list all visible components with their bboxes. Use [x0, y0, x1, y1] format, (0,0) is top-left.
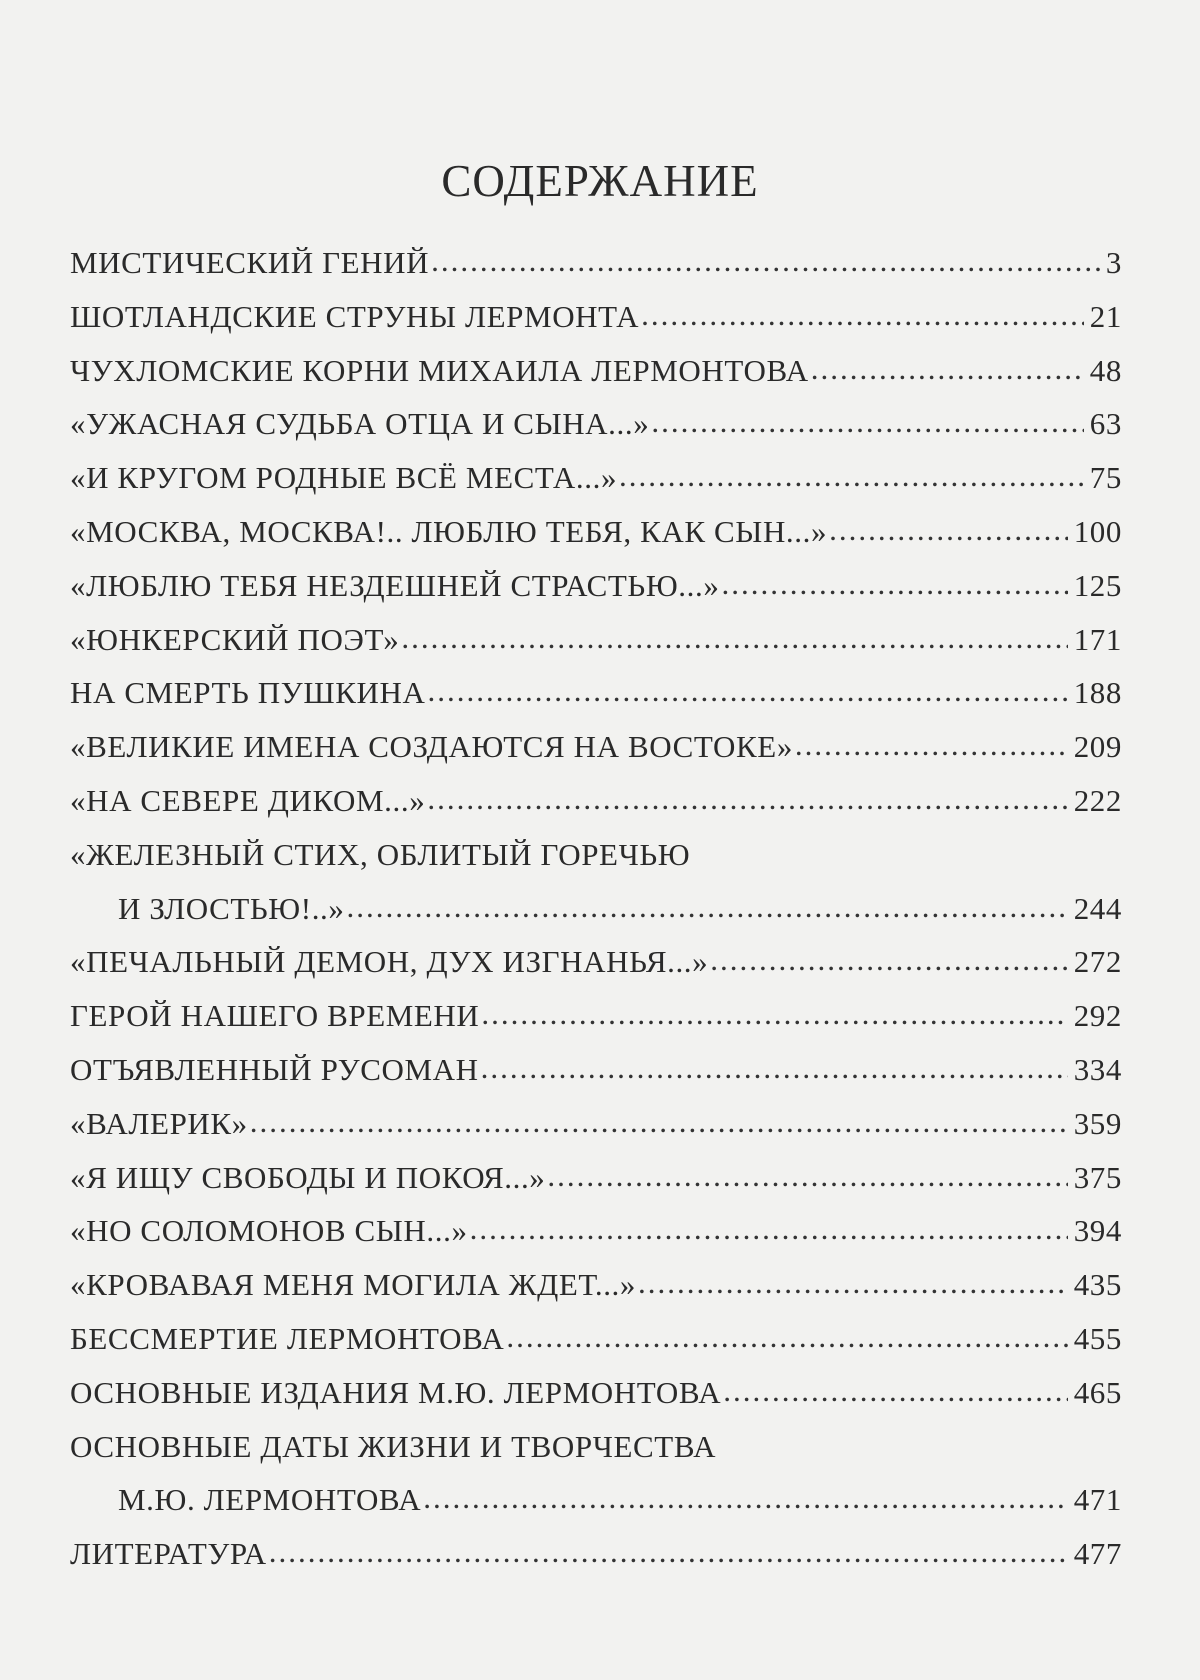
toc-entry: [70, 1527, 1122, 1581]
toc-entry-title: «МОСКВА, МОСКВА!.. ЛЮБЛЮ ТЕБЯ, КАК СЫН...»: [70, 513, 828, 549]
toc-entry-title: ШОТЛАНДСКИЕ СТРУНЫ ЛЕРМОНТА: [70, 298, 640, 334]
toc-page-number: 188: [1073, 675, 1122, 711]
toc-entry-title: «ЖЕЛЕЗНЫЙ СТИХ, ОБЛИТЫЙ ГОРЕЧЬЮ: [70, 836, 691, 872]
dot-leader: [721, 557, 1067, 611]
toc-page-number: 209: [1073, 729, 1122, 765]
toc-entry: [70, 720, 1122, 774]
toc-entry-title: «Я ИЩУ СВОБОДЫ И ПОКОЯ...»: [70, 1159, 546, 1195]
toc-page-number: 334: [1073, 1051, 1122, 1087]
toc-entry: [70, 505, 1122, 559]
dot-leader: [427, 772, 1067, 826]
toc-entry-title: МИСТИЧЕСКИЙ ГЕНИЙ: [70, 245, 430, 280]
dot-leader: [470, 1202, 1068, 1256]
toc-entry: [70, 559, 1122, 613]
toc-page-number: 3: [1105, 245, 1122, 280]
toc-entry-title: БЕССМЕРТИЕ ЛЕРМОНТОВА: [70, 1320, 505, 1356]
toc-entry: [70, 1204, 1122, 1258]
toc-entry: [70, 774, 1122, 828]
toc-page-number: 100: [1073, 513, 1122, 549]
toc-page-number: 477: [1073, 1536, 1122, 1572]
toc-entry-title: ОСНОВНЫЕ ДАТЫ ЖИЗНИ И ТВОРЧЕСТВА: [70, 1428, 717, 1464]
toc-entry-title: ОСНОВНЫЕ ИЗДАНИЯ М.Ю. ЛЕРМОНТОВА: [70, 1374, 722, 1410]
toc-entry: [70, 613, 1122, 667]
toc-page-number: 272: [1073, 944, 1122, 980]
toc-entry: [70, 1258, 1122, 1312]
toc-entry-continuation: [70, 1473, 1122, 1527]
toc-entry-title: ЧУХЛОМСКИЕ КОРНИ МИХАИЛА ЛЕРМОНТОВА: [70, 352, 809, 388]
toc-page-number: 21: [1089, 298, 1122, 334]
toc-entry-title: ОТЪЯВЛЕННЫЙ РУСОМАН: [70, 1051, 479, 1087]
toc-entry-title: «И КРУГОМ РОДНЫЕ ВСЁ МЕСТА...»: [70, 460, 618, 496]
toc-entry: [70, 1366, 1122, 1420]
dot-leader: [423, 1471, 1067, 1525]
toc-entry-title: «ЛЮБЛЮ ТЕБЯ НЕЗДЕШНЕЙ СТРАСТЬЮ...»: [70, 567, 720, 603]
dot-leader: [651, 395, 1083, 449]
toc-entry-title: «НО СОЛОМОНОВ СЫН...»: [70, 1213, 468, 1249]
toc-entry: [70, 451, 1122, 505]
dot-leader: [427, 664, 1067, 718]
toc-entry-title: «ВЕЛИКИЕ ИМЕНА СОЗДАЮТСЯ НА ВОСТОКЕ»: [70, 729, 793, 765]
dot-leader: [723, 1364, 1067, 1418]
toc-page-number: 244: [1073, 890, 1122, 926]
toc-entry-title: «ПЕЧАЛЬНЫЙ ДЕМОН, ДУХ ИЗГНАНЬЯ...»: [70, 944, 709, 980]
toc-entry-continuation: [70, 882, 1122, 936]
page-title: СОДЕРЖАНИЕ: [441, 156, 759, 206]
toc-entry: [70, 828, 1122, 936]
toc-page-number: 375: [1073, 1159, 1122, 1195]
toc-entry-title: ЛИТЕРАТУРА: [70, 1536, 267, 1572]
toc-entry: [70, 397, 1122, 451]
toc-entry: [70, 989, 1122, 1043]
toc-page-number: 394: [1073, 1213, 1122, 1249]
dot-leader: [811, 342, 1084, 396]
toc-page-number: 171: [1073, 621, 1122, 657]
dot-leader: [481, 1041, 1068, 1095]
toc-entry-title: «ВАЛЕРИК»: [70, 1105, 248, 1141]
dot-leader: [401, 611, 1067, 665]
dot-leader: [506, 1310, 1067, 1364]
toc-entry: [70, 666, 1122, 720]
toc-page-number: 75: [1089, 460, 1122, 496]
toc-entry-title: «УЖАСНАЯ СУДЬБА ОТЦА И СЫНА...»: [70, 406, 650, 442]
toc-page-number: 292: [1073, 998, 1122, 1034]
dot-leader: [250, 1095, 1068, 1149]
toc-entry-title: М.Ю. ЛЕРМОНТОВА: [118, 1482, 422, 1518]
table-of-contents: [70, 236, 1122, 1581]
toc-page-number: 471: [1073, 1482, 1122, 1518]
toc-entry: [70, 290, 1122, 344]
toc-page-number: 222: [1073, 782, 1122, 818]
toc-entry-title: «НА СЕВЕРЕ ДИКОМ...»: [70, 782, 426, 818]
dot-leader: [710, 933, 1067, 987]
toc-entry: [70, 1097, 1122, 1151]
dot-leader: [641, 288, 1084, 342]
toc-entry-title: «КРОВАВАЯ МЕНЯ МОГИЛА ЖДЕТ...»: [70, 1267, 637, 1303]
toc-page-number: 465: [1073, 1374, 1122, 1410]
dot-leader: [619, 449, 1084, 503]
toc-page-number: 359: [1073, 1105, 1122, 1141]
toc-entry: [70, 1151, 1122, 1205]
toc-page-number: 63: [1089, 406, 1122, 442]
dot-leader: [481, 987, 1067, 1041]
toc-entry: [70, 1420, 1122, 1528]
dot-leader: [431, 234, 1100, 288]
toc-entry: [70, 935, 1122, 989]
dot-leader: [638, 1256, 1068, 1310]
toc-entry: [70, 236, 1122, 290]
toc-entry: [70, 1043, 1122, 1097]
toc-page-number: 125: [1073, 567, 1122, 603]
toc-page-number: 435: [1073, 1267, 1122, 1303]
toc-entry-title: ГЕРОЙ НАШЕГО ВРЕМЕНИ: [70, 998, 480, 1034]
toc-entry-title: «ЮНКЕРСКИЙ ПОЭТ»: [70, 621, 400, 657]
dot-leader: [269, 1525, 1068, 1579]
toc-entry: [70, 344, 1122, 398]
dot-leader: [547, 1149, 1067, 1203]
dot-leader: [347, 880, 1068, 934]
toc-entry: [70, 1312, 1122, 1366]
dot-leader: [795, 718, 1068, 772]
toc-entry-title: НА СМЕРТЬ ПУШКИНА: [70, 675, 426, 711]
toc-entry-title: И ЗЛОСТЬЮ!..»: [118, 890, 345, 926]
toc-page-number: 455: [1073, 1320, 1122, 1356]
toc-page-number: 48: [1089, 352, 1122, 388]
dot-leader: [829, 503, 1068, 557]
